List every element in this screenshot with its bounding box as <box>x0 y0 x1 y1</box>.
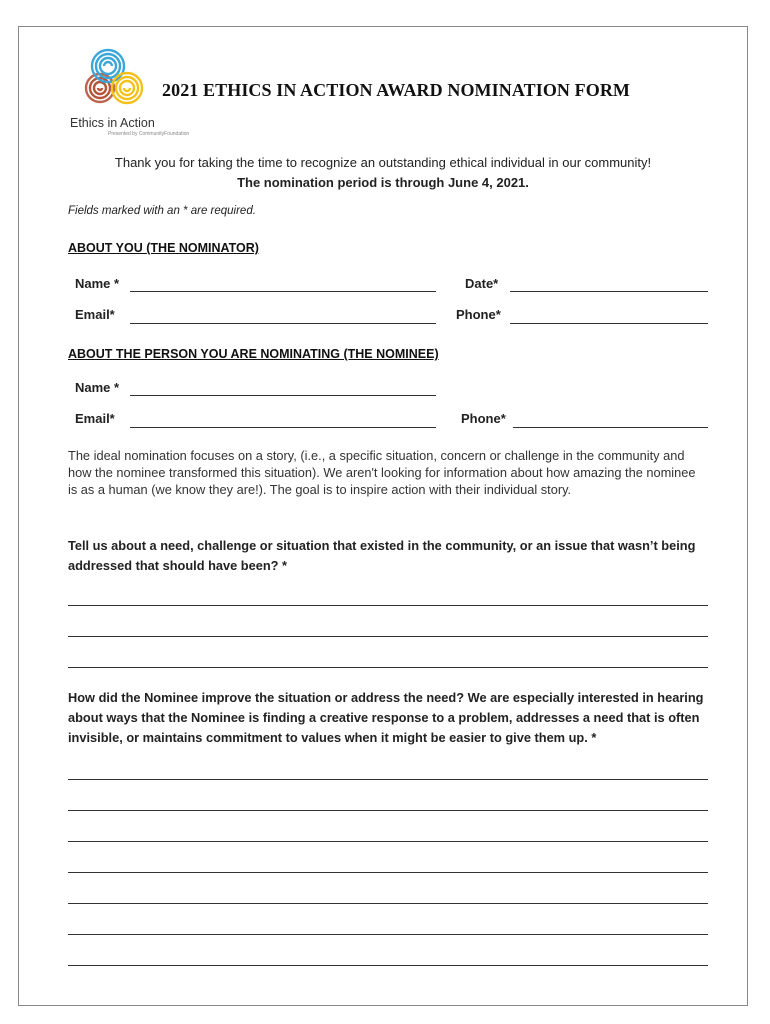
guidance-text: The ideal nomination focuses on a story, (i.e., a specific situation, concern or challenge in the community and how the nominee transformed this situation). We aren't looking for information about how amazing the nominee is as a human (we know they are!). The goal is to inspire action with their individual story. <box>68 448 696 497</box>
answer-2-line[interactable] <box>68 810 708 811</box>
logo-subtext: Presented by CommunityFoundation <box>108 131 190 137</box>
answer-1-line[interactable] <box>68 667 708 668</box>
answer-2-line[interactable] <box>68 779 708 780</box>
nominator-date-label: Date* <box>465 276 499 291</box>
nominee-email-label: Email* <box>75 411 115 426</box>
nominator-name-field[interactable] <box>130 291 436 292</box>
nominee-phone-label: Phone* <box>461 411 506 426</box>
logo-caption: Ethics in Action <box>70 116 155 130</box>
intro-thanks: Thank you for taking the time to recognize an outstanding ethical individual in our community! <box>114 155 652 170</box>
intro-period: The nomination period is through June 4, 2021. <box>237 175 529 190</box>
question-1: Tell us about a need, challenge or situation that existed in the community, or an issue that wasn’t being addressed that should have been? * <box>68 538 696 573</box>
nominator-date-field[interactable] <box>510 291 708 292</box>
answer-1-line[interactable] <box>68 605 708 606</box>
answer-2-line[interactable] <box>68 965 708 966</box>
answer-2-line[interactable] <box>68 872 708 873</box>
nominator-name-label: Name * <box>75 276 120 291</box>
answer-2-line[interactable] <box>68 934 708 935</box>
question-2: How did the Nominee improve the situation or address the need? We are especially interested in hearing about ways that the Nominee is finding a creative response to a problem, addresses a need that is often invisible, or maintains commitment to values when it might be easier to give them up. * <box>68 690 704 745</box>
page-title: 2021 ETHICS IN ACTION AWARD NOMINATION FORM <box>162 80 631 100</box>
nominee-heading: ABOUT THE PERSON YOU ARE NOMINATING (THE NOMINEE) <box>68 347 439 361</box>
nominee-phone-field[interactable] <box>513 427 708 428</box>
nominator-phone-field[interactable] <box>510 323 708 324</box>
required-note: Fields marked with an * are required. <box>68 205 256 217</box>
form-page <box>18 26 748 1006</box>
nominator-email-field[interactable] <box>130 323 436 324</box>
nominator-heading: ABOUT YOU (THE NOMINATOR) <box>68 241 259 255</box>
answer-2-line[interactable] <box>68 841 708 842</box>
ethics-in-action-logo <box>72 44 156 116</box>
answer-2-line[interactable] <box>68 903 708 904</box>
nominee-name-field[interactable] <box>130 395 436 396</box>
nominator-email-label: Email* <box>75 307 115 322</box>
nominator-phone-label: Phone* <box>456 307 501 322</box>
nominee-email-field[interactable] <box>130 427 436 428</box>
answer-1-line[interactable] <box>68 636 708 637</box>
nominee-name-label: Name * <box>75 380 120 395</box>
